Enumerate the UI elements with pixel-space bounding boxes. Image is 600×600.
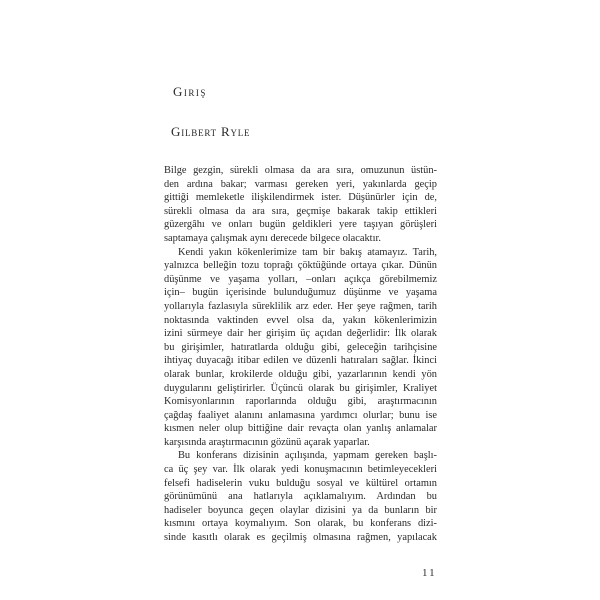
text-line: hadiseler boyunca geçen olaylar dizisini ya da bunların bir bbox=[164, 504, 437, 516]
text-line: saptamaya çalışmak aynı derecede bilgece olacaktır. bbox=[164, 232, 381, 244]
text-line: den ardına bakar; varması gereken yeri, yakınlarda geçip bbox=[164, 178, 437, 190]
text-line: yalnızca belleğin tozu toprağı çöktüğünde ortaya çıkar. Dünün bbox=[164, 260, 437, 272]
text-line: kısmını ortaya koymalıyım. Son olarak, bu konferans dizi- bbox=[164, 518, 437, 530]
text-line: sinde kasıtlı olarak es geçilmiş olmasına rağmen, yapılacak bbox=[164, 532, 437, 544]
text-line: olarak bunlar, krokilerde olduğu gibi, yazarlarının kendi yön bbox=[164, 368, 437, 380]
text-line: için– bugün içerisinde bulunduğumuz düşünme ve yaşama bbox=[164, 287, 437, 299]
chapter-title: Giriş bbox=[173, 84, 207, 99]
text-line: Kendi yakın kökenlerimize tam bir bakış atamayız. Tarih, bbox=[178, 246, 437, 258]
text-line: yollarıyla fazlasıyla süreklilik arz eder. Her şeye rağmen, tarih bbox=[164, 300, 437, 312]
text-line: güzergâhı ve onları bugün geldikleri yere taşıyan görüşleri bbox=[164, 219, 437, 231]
text-line: karşısında araştırmacının gözünü açarak yaparlar. bbox=[164, 436, 370, 448]
text-line: ihtiyaç duyacağı itibar edilen ve düzenli hatıraları sağlar. İkinci bbox=[164, 355, 437, 367]
text-line: Bilge gezgin, sürekli olmasa da ara sıra, omuzunun üstün- bbox=[164, 165, 437, 176]
text-line: Komisyonlarının raporlarında olduğu gibi, araştırmacının bbox=[164, 396, 437, 408]
text-line: felsefi hadiselerin vuku bulduğu sosyal ve kültürel ortamın bbox=[164, 477, 437, 489]
body-text bbox=[164, 164, 437, 545]
text-line: ca üç şey var. İlk olarak yedi konuşmacının betimleyecekleri bbox=[164, 464, 437, 476]
text-line: çağdaş faaliyet alanını anlamasına yardımcı olurlar; bunu ise bbox=[164, 409, 437, 421]
text-line: bu girişimler, hatıratlarda olduğu gibi, geleceğin tarihçisine bbox=[164, 341, 437, 353]
text-line: gittiği memleketle ilişkilendirmek ister. Düşünürler için de, bbox=[164, 192, 437, 204]
author-name: Gilbert Ryle bbox=[171, 124, 251, 139]
page-number: 11 bbox=[422, 567, 437, 579]
text-line: Bu konferans dizisinin açılışında, yapmam gereken başlı- bbox=[178, 450, 437, 462]
text-line: noktasında vaktinden evvel olsa da, yakın kökenlerimizin bbox=[164, 314, 437, 326]
text-line: görünümünü ana hatlarıyla açıklamalıyım. Ardından bu bbox=[164, 491, 437, 503]
text-line: kısmen neler olup bittiğine dair revaçta olan yanlış anlamalar bbox=[164, 423, 437, 435]
text-line: düşünme ve yaşama yolları, –onları açıkça görebilmemiz bbox=[164, 273, 437, 285]
text-line: izini sürmeye dair her girişim üç açıdan değerlidir: İlk olarak bbox=[164, 328, 437, 340]
text-line: duygularını geliştirirler. Üçüncü olarak bu girişimler, Kraliyet bbox=[164, 382, 437, 394]
text-line: sürekli olmasa da ara sıra, geçmişe bakarak takip ettikleri bbox=[164, 205, 437, 217]
